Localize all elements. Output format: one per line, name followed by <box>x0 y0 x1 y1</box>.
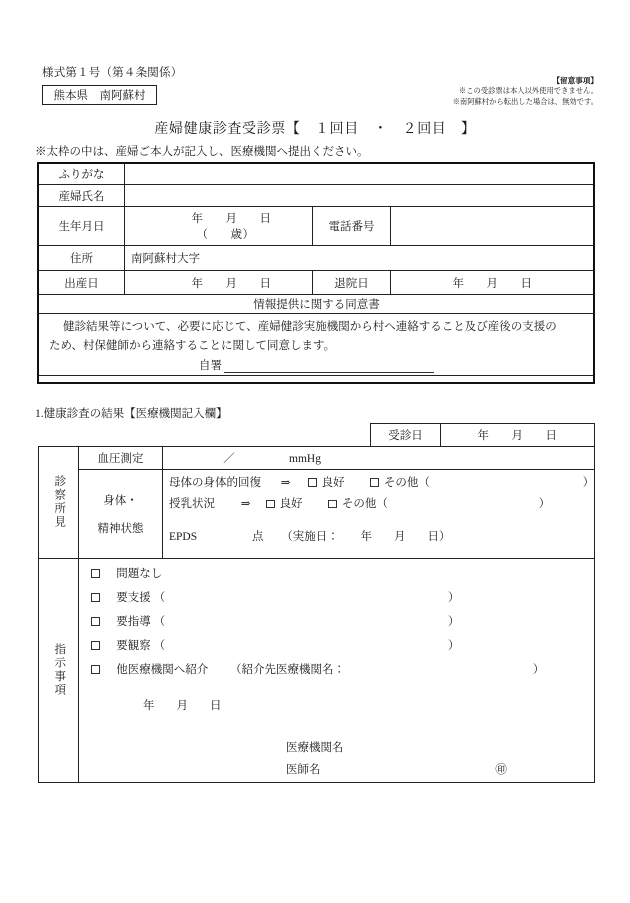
instruction-checkbox-2[interactable] <box>91 617 100 626</box>
birth-day-unit: 日 <box>259 213 272 225</box>
table-row-delivery <box>39 271 595 295</box>
spacer-cell-3 <box>163 424 371 447</box>
notice-line-2: ※南阿蘇村から転出した場合は、無効です。 <box>452 96 598 106</box>
instruction-checkbox-3[interactable] <box>91 641 100 650</box>
recovery-row <box>169 476 595 490</box>
birth-year-unit: 年 <box>191 213 204 225</box>
consent-heading: 情報提供に関する同意書 <box>39 295 595 314</box>
facility-label: 医療機関名 <box>286 741 344 754</box>
instruction-checkbox-0[interactable] <box>91 569 100 578</box>
lactation-arrow: ⇒ <box>240 498 251 511</box>
exam-date-input[interactable] <box>441 424 595 447</box>
page-title: 産婦健康診査受診票【 １回目 ・ ２回目 】 <box>154 122 476 137</box>
table-row-exam-date <box>39 424 595 447</box>
age-open-paren: （ <box>196 229 209 241</box>
lactation-other-label: その他（ <box>341 498 388 511</box>
instructions-content <box>79 558 595 782</box>
entry-date-row[interactable] <box>91 700 588 712</box>
furigana-input[interactable] <box>125 164 595 185</box>
results-table <box>38 423 595 783</box>
instruction-label-4: 他医療機関へ紹介 <box>116 663 209 676</box>
recovery-other-label: その他（ <box>383 476 430 489</box>
instruction-open-4: （紹介先医療機関名： <box>230 663 345 676</box>
form-number: 様式第１号（第４条関係） <box>42 67 183 79</box>
instruction-label-2: 要指導 <box>116 615 151 628</box>
table-row-blood-pressure <box>39 446 595 469</box>
consent-line-2: ため、村保健師から連絡することに関して同意します。 <box>49 339 336 352</box>
address-label: 住所 <box>39 246 125 271</box>
notice-heading: 【留意事項】 <box>552 76 598 85</box>
discharge-year-unit: 年 <box>452 277 465 290</box>
body-mind-label-line-1: 身体・ <box>103 494 138 507</box>
notice-block <box>453 76 598 107</box>
epds-year-unit: 年 <box>360 530 372 543</box>
instruction-item-4 <box>91 664 588 676</box>
epds-row <box>169 531 588 544</box>
instruction-close-1: ） <box>448 591 460 604</box>
municipality-label: 熊本県 南阿蘇村 <box>53 90 146 102</box>
consent-body <box>39 314 595 376</box>
table-row-consent-body <box>39 314 595 376</box>
recovery-other-close: ） <box>582 476 595 489</box>
form-instruction: ※太枠の中は、産婦ご本人が記入し、医療機関へ提出ください。 <box>35 146 369 158</box>
exam-year-unit: 年 <box>477 429 490 442</box>
table-row-address <box>39 246 595 271</box>
bp-input[interactable] <box>163 446 595 469</box>
delivery-date-input[interactable] <box>125 271 313 295</box>
instruction-label-0: 問題なし <box>116 567 163 580</box>
table-row-instructions <box>39 558 595 782</box>
instruction-open-1: （ <box>153 591 166 604</box>
signature-input[interactable] <box>224 360 434 373</box>
discharge-date-label: 退院日 <box>313 271 391 295</box>
facility-row[interactable] <box>286 738 588 760</box>
phone-input[interactable] <box>391 207 595 246</box>
instruction-item-2 <box>91 616 588 628</box>
doctor-row[interactable] <box>286 760 588 782</box>
findings-label: 診察所見 <box>53 475 66 529</box>
bp-label: 血圧測定 <box>79 446 163 469</box>
table-row-body-mind <box>39 469 595 558</box>
lactation-label: 授乳状況 <box>169 498 215 511</box>
applicant-table <box>38 163 595 376</box>
instructions-label: 指示事項 <box>53 643 66 698</box>
spacer-cell-2 <box>79 424 163 447</box>
lactation-good-label: 良好 <box>279 498 303 511</box>
delivery-month-unit: 月 <box>225 277 238 290</box>
delivery-day-unit: 日 <box>259 277 272 290</box>
bp-unit: mmHg <box>289 452 321 465</box>
epds-day-unit: 日） <box>427 530 451 543</box>
doctor-label: 医師名 <box>286 763 321 776</box>
instruction-open-3: （ <box>153 639 166 652</box>
instruction-item-1 <box>91 592 588 604</box>
phone-label: 電話番号 <box>313 207 391 246</box>
table-row-birthdate <box>39 207 595 246</box>
recovery-label: 母体の身体的回復 <box>169 476 261 489</box>
epds-label: EPDS <box>169 530 198 543</box>
lactation-other-checkbox[interactable] <box>328 500 337 509</box>
discharge-month-unit: 月 <box>486 277 499 290</box>
table-row-furigana <box>39 164 595 185</box>
body-mind-label-line-2: 精神状態 <box>97 522 144 535</box>
name-input[interactable] <box>125 185 595 207</box>
lactation-row <box>169 498 588 511</box>
delivery-date-label: 出産日 <box>39 271 125 295</box>
instruction-open-2: （ <box>153 615 166 628</box>
consent-line-1: 健診結果等について、必要に応じて、産婦健診実施機関から村へ連絡すること及び産後の支援の <box>63 321 557 333</box>
bp-slash: ／ <box>223 452 235 465</box>
discharge-date-input[interactable] <box>391 271 595 295</box>
instruction-checkbox-1[interactable] <box>91 593 100 602</box>
address-prefix: 南阿蘇村大字 <box>131 253 200 265</box>
table-row-name <box>39 185 595 207</box>
exam-month-unit: 月 <box>511 429 524 442</box>
instructions-label-cell <box>39 558 79 782</box>
section-title-results: 1.健康診査の結果【医療機関記入欄】 <box>35 408 228 420</box>
seal-icon: ㊞ <box>495 763 507 776</box>
signature-row <box>49 355 584 375</box>
instruction-label-3: 要観察 <box>116 639 151 652</box>
signature-label: 自署 <box>199 360 222 373</box>
spacer-cell-1 <box>39 424 79 447</box>
instruction-item-3 <box>91 640 588 652</box>
notice-line-1: ※この受診票は本人以外使用できません。 <box>458 86 598 96</box>
epds-point-unit: 点 <box>252 530 264 543</box>
recovery-other-checkbox[interactable] <box>370 478 379 487</box>
recovery-good-checkbox[interactable] <box>308 478 317 487</box>
epds-month-unit: 月 <box>394 530 406 543</box>
birth-month-unit: 月 <box>225 213 238 225</box>
instruction-checkbox-4[interactable] <box>91 665 100 674</box>
exam-day-unit: 日 <box>545 429 558 442</box>
discharge-day-unit: 日 <box>520 277 533 290</box>
entry-month-unit: 月 <box>176 699 188 712</box>
table-row-consent-heading <box>39 295 595 314</box>
recovery-arrow: ⇒ <box>280 476 291 489</box>
furigana-label: ふりがな <box>39 164 125 185</box>
instruction-close-4: ） <box>532 663 545 676</box>
instruction-item-0 <box>91 568 588 580</box>
instruction-close-2: ） <box>448 615 460 628</box>
lactation-good-checkbox[interactable] <box>266 500 275 509</box>
delivery-year-unit: 年 <box>191 277 204 290</box>
body-mind-label <box>79 469 163 558</box>
instruction-label-1: 要支援 <box>116 591 151 604</box>
lactation-other-close: ） <box>538 498 551 511</box>
address-input[interactable] <box>125 246 595 271</box>
age-unit: 歳） <box>230 229 255 241</box>
instruction-close-3: ） <box>448 639 460 652</box>
recovery-good-label: 良好 <box>321 476 345 489</box>
body-mind-content <box>163 469 595 558</box>
entry-day-unit: 日 <box>210 699 222 712</box>
signature-block <box>91 738 588 782</box>
epds-date-open: （実施日： <box>281 530 339 543</box>
birthdate-label: 生年月日 <box>39 207 125 246</box>
exam-date-label: 受診日 <box>371 424 441 447</box>
municipality-box <box>42 85 157 105</box>
findings-label-cell <box>39 446 79 558</box>
birthdate-input[interactable] <box>125 207 313 246</box>
entry-year-unit: 年 <box>143 699 155 712</box>
name-label: 産婦氏名 <box>39 185 125 207</box>
